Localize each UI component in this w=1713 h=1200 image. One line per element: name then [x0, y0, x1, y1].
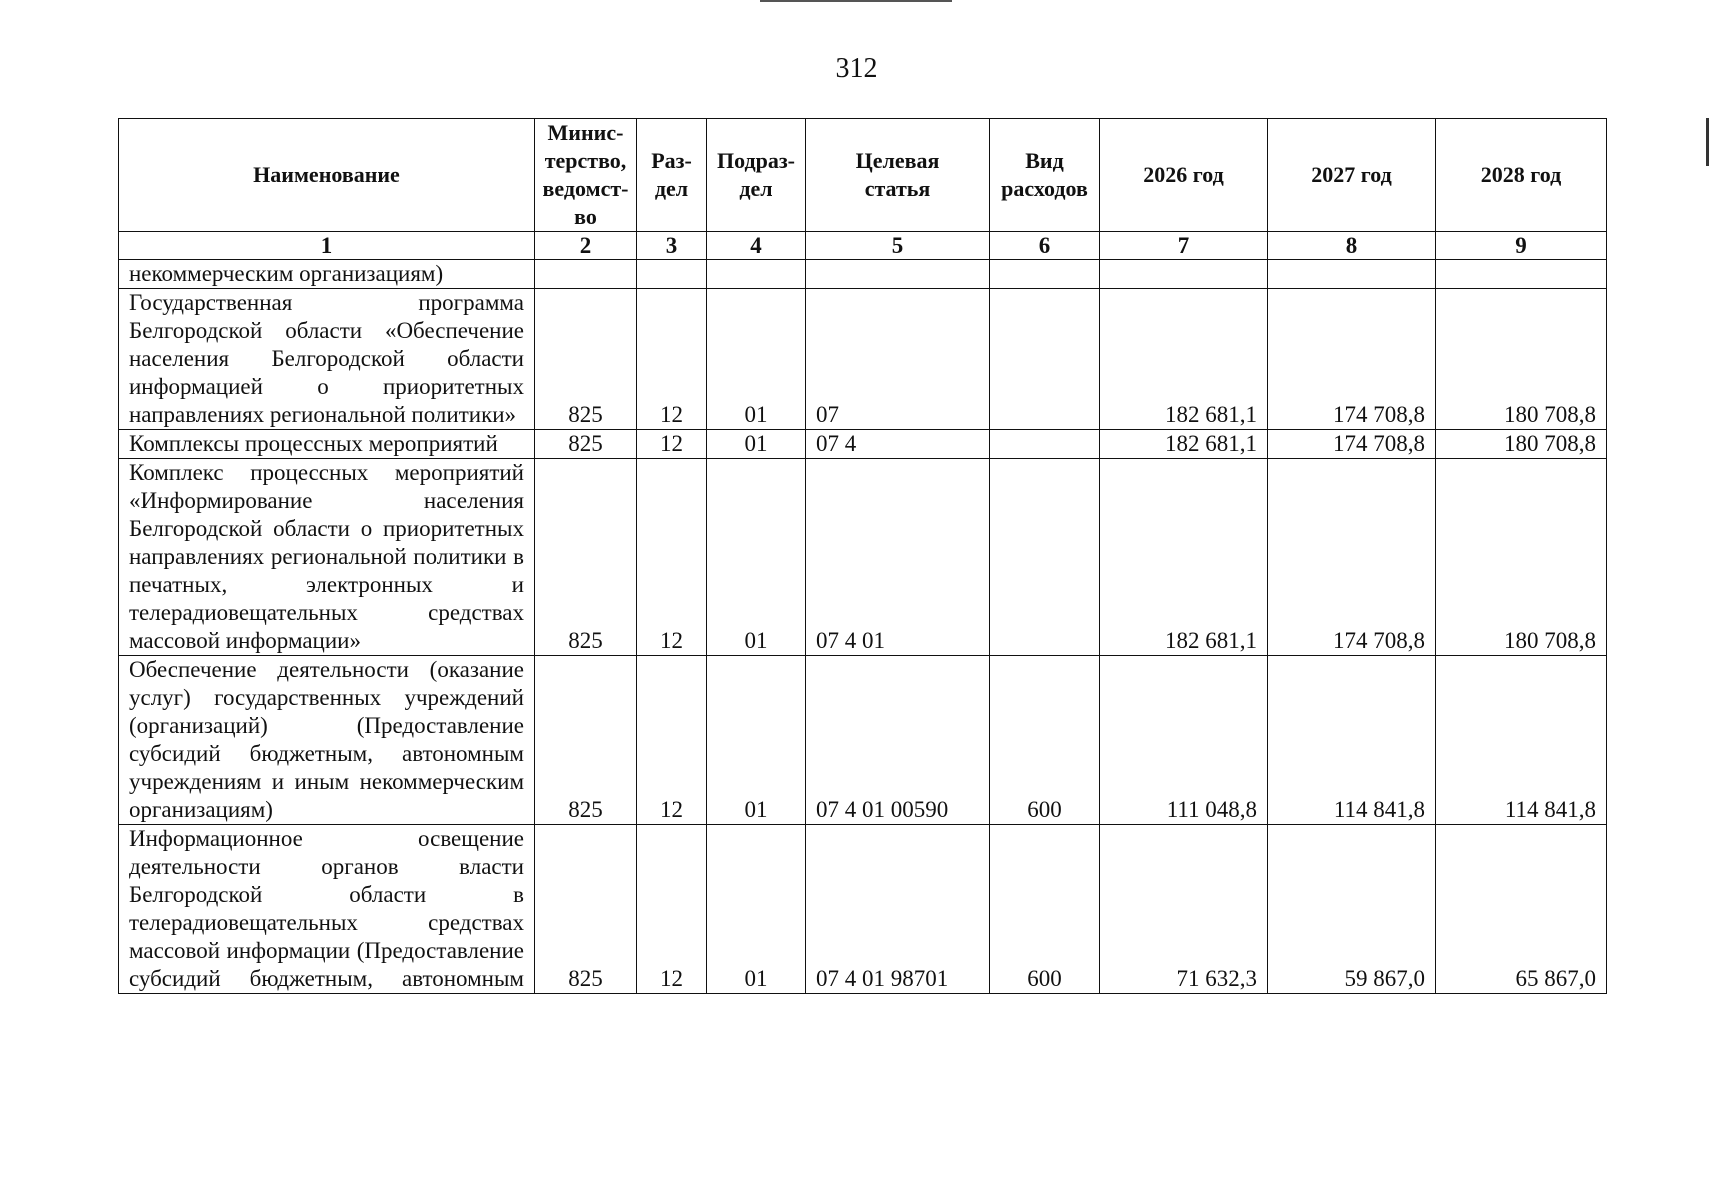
column-number: 3	[637, 232, 707, 260]
header-target: Целевая статья	[806, 119, 990, 232]
row-2026: 71 632,3	[1100, 825, 1268, 994]
row-2026: 111 048,8	[1100, 656, 1268, 825]
budget-table	[118, 118, 1607, 994]
row-2027: 114 841,8	[1268, 656, 1436, 825]
row-ministry: 825	[535, 430, 637, 459]
row-target: 07	[806, 289, 990, 430]
row-2026: 182 681,1	[1100, 430, 1268, 459]
row-section	[637, 260, 707, 289]
row-expense-type	[990, 430, 1100, 459]
column-number: 2	[535, 232, 637, 260]
table-row	[119, 289, 1607, 430]
header-subsection: Подраз- дел	[707, 119, 806, 232]
row-2027: 174 708,8	[1268, 289, 1436, 430]
row-target: 07 4	[806, 430, 990, 459]
row-subsection: 01	[707, 289, 806, 430]
margin-mark	[1706, 118, 1709, 166]
column-number: 6	[990, 232, 1100, 260]
row-2028: 114 841,8	[1436, 656, 1607, 825]
row-name: Государственная программа Белгородской области «Обеспечение населения Белгородской области информацией о приоритетных направлениях региональной политики»	[119, 289, 535, 430]
table-row	[119, 459, 1607, 656]
row-2027: 174 708,8	[1268, 459, 1436, 656]
row-target	[806, 260, 990, 289]
row-target: 07 4 01	[806, 459, 990, 656]
row-section: 12	[637, 430, 707, 459]
row-name: Обеспечение деятельности (оказание услуг) государственных учреждений (организаций) (Предоставление субсидий бюджетным, автономным учреждениям и иным некоммерческим организациям)	[119, 656, 535, 825]
row-name: некоммерческим организациям)	[119, 260, 535, 289]
row-2027: 59 867,0	[1268, 825, 1436, 994]
row-2028: 180 708,8	[1436, 459, 1607, 656]
row-subsection: 01	[707, 825, 806, 994]
page-number: 312	[835, 53, 878, 84]
row-2028	[1436, 260, 1607, 289]
header-expense-type: Вид расходов	[990, 119, 1100, 232]
row-subsection: 01	[707, 430, 806, 459]
header-2028: 2028 год	[1436, 119, 1607, 232]
row-expense-type	[990, 289, 1100, 430]
row-target: 07 4 01 98701	[806, 825, 990, 994]
row-ministry: 825	[535, 459, 637, 656]
row-subsection: 01	[707, 656, 806, 825]
row-section: 12	[637, 656, 707, 825]
table-row	[119, 260, 1607, 289]
column-number-row	[119, 232, 1607, 260]
row-section: 12	[637, 459, 707, 656]
row-expense-type: 600	[990, 825, 1100, 994]
row-ministry: 825	[535, 656, 637, 825]
row-2027	[1268, 260, 1436, 289]
table-row	[119, 656, 1607, 825]
table-row	[119, 430, 1607, 459]
row-ministry	[535, 260, 637, 289]
row-2028: 180 708,8	[1436, 289, 1607, 430]
column-number: 9	[1436, 232, 1607, 260]
row-section: 12	[637, 289, 707, 430]
header-2026: 2026 год	[1100, 119, 1268, 232]
row-expense-type	[990, 459, 1100, 656]
row-2026: 182 681,1	[1100, 289, 1268, 430]
row-2027: 174 708,8	[1268, 430, 1436, 459]
header-ministry: Минис- терство, ведомст- во	[535, 119, 637, 232]
header-section: Раз- дел	[637, 119, 707, 232]
row-2028: 65 867,0	[1436, 825, 1607, 994]
header-row	[119, 119, 1607, 232]
header-2027: 2027 год	[1268, 119, 1436, 232]
row-name: Комплексы процессных мероприятий	[119, 430, 535, 459]
header-name: Наименование	[119, 119, 535, 232]
row-2026	[1100, 260, 1268, 289]
column-number: 7	[1100, 232, 1268, 260]
row-name: Комплекс процессных мероприятий «Информирование населения Белгородской области о приоритетных направлениях региональной политики в печатных, электронных и телерадиовещательных средствах массовой информации»	[119, 459, 535, 656]
row-target: 07 4 01 00590	[806, 656, 990, 825]
table-row	[119, 825, 1607, 994]
column-number: 1	[119, 232, 535, 260]
row-expense-type: 600	[990, 656, 1100, 825]
row-2026: 182 681,1	[1100, 459, 1268, 656]
top-rule	[760, 0, 952, 2]
row-ministry: 825	[535, 289, 637, 430]
column-number: 5	[806, 232, 990, 260]
row-subsection: 01	[707, 459, 806, 656]
row-section: 12	[637, 825, 707, 994]
row-ministry: 825	[535, 825, 637, 994]
column-number: 4	[707, 232, 806, 260]
row-2028: 180 708,8	[1436, 430, 1607, 459]
column-number: 8	[1268, 232, 1436, 260]
row-expense-type	[990, 260, 1100, 289]
row-subsection	[707, 260, 806, 289]
row-name: Информационное освещение деятельности органов власти Белгородской области в телерадиовещательных средствах массовой информации (Предоставление субсидий бюджетным, автономным	[119, 825, 535, 994]
